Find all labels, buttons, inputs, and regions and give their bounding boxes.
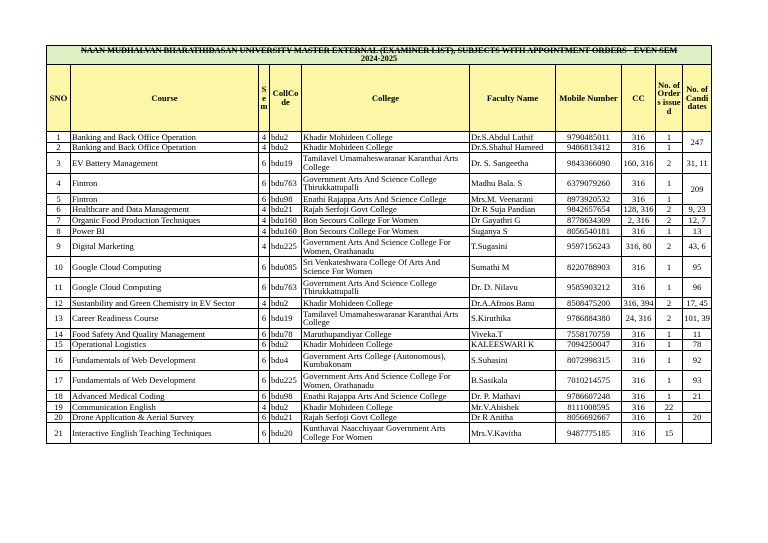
- cell-course: Fundamentals of Web Development: [71, 370, 259, 390]
- cell-mobile: 8111008595: [556, 402, 622, 413]
- cell-orders: 1: [656, 194, 683, 205]
- cell-sno: 11: [47, 277, 71, 297]
- cell-faculty: Dr. D. Nilavu: [470, 277, 556, 297]
- cell-college: Sri Venkateshwara College Of Arts And Science For Women: [302, 257, 470, 277]
- cell-collcode: bdu2: [270, 142, 302, 153]
- cell-mobile: 7558170759: [556, 329, 622, 340]
- cell-sno: 5: [47, 194, 71, 205]
- cell-orders: 1: [656, 277, 683, 297]
- cell-candidates: 95: [683, 257, 712, 277]
- cell-mobile: 9597156243: [556, 236, 622, 256]
- cell-faculty: B.Sasikala: [470, 370, 556, 390]
- cell-mobile: 8508475200: [556, 298, 622, 309]
- cell-course: Food Safety And Quality Management: [71, 329, 259, 340]
- cell-mobile: 9786607248: [556, 391, 622, 402]
- cell-candidates: 247: [683, 132, 712, 153]
- cell-sno: 1: [47, 132, 71, 143]
- cell-college: Khadir Mohideen College: [302, 298, 470, 309]
- header-cc: CC: [622, 65, 656, 132]
- cell-sno: 7: [47, 215, 71, 226]
- table-row: [47, 204, 712, 215]
- cell-sno: 13: [47, 308, 71, 328]
- cell-candidates: 12, 7: [683, 215, 712, 226]
- cell-college: Enathi Rajappa Arts And Science College: [302, 391, 470, 402]
- cell-orders: 1: [656, 257, 683, 277]
- cell-sem: 6: [259, 350, 270, 370]
- cell-collcode: bdu98: [270, 194, 302, 205]
- cell-orders: 1: [656, 412, 683, 423]
- cell-college: Government Arts And Science College Thirukkattupalli: [302, 173, 470, 193]
- cell-sem: 4: [259, 226, 270, 237]
- cell-sno: 3: [47, 153, 71, 173]
- cell-orders: 2: [656, 153, 683, 173]
- cell-collcode: bdu2: [270, 339, 302, 350]
- cell-sem: 6: [259, 391, 270, 402]
- cell-collcode: bdu763: [270, 173, 302, 193]
- cell-sno: 15: [47, 339, 71, 350]
- cell-cc: 316: [622, 370, 656, 390]
- cell-sno: 17: [47, 370, 71, 390]
- table-row: [47, 402, 712, 413]
- table-row: [47, 173, 712, 193]
- table-row: [47, 370, 712, 390]
- cell-collcode: bdu19: [270, 308, 302, 328]
- cell-faculty: S.Kiruthika: [470, 308, 556, 328]
- cell-mobile: 9486813412: [556, 142, 622, 153]
- cell-cc: 316: [622, 194, 656, 205]
- cell-mobile: 9842657654: [556, 204, 622, 215]
- table-row: [47, 391, 712, 402]
- cell-faculty: Mrs.V.Kavitha: [470, 423, 556, 443]
- header-candidates: No. of Candidates: [683, 65, 712, 132]
- cell-faculty: Dr R Anitha: [470, 412, 556, 423]
- cell-faculty: Dr.S.Shahul Hameed: [470, 142, 556, 153]
- cell-candidates: 20: [683, 412, 712, 423]
- cell-sem: 4: [259, 236, 270, 256]
- table-row: [47, 277, 712, 297]
- header-sno: SNO: [47, 65, 71, 132]
- cell-cc: 316: [622, 423, 656, 443]
- cell-college: Enathi Rajappa Arts And Science College: [302, 194, 470, 205]
- cell-collcode: bdu160: [270, 226, 302, 237]
- cell-sem: 4: [259, 215, 270, 226]
- cell-sem: 4: [259, 402, 270, 413]
- cell-collcode: bdu160: [270, 215, 302, 226]
- cell-sem: 6: [259, 329, 270, 340]
- cell-sem: 6: [259, 339, 270, 350]
- cell-cc: 160, 316: [622, 153, 656, 173]
- cell-course: Drone Application & Aerial Survey: [71, 412, 259, 423]
- cell-collcode: bdu78: [270, 329, 302, 340]
- sheet-title-line1: NAAN MUDHALVAN BHARATHIDASAN UNIVERSITY MASTER EXTERNAL (EXAMINER LIST), SUBJECTS WITH APPOINTMENT ORDERS - EVEN SEM: [80, 45, 678, 55]
- cell-candidates: 93: [683, 370, 712, 390]
- cell-course: Fundamentals of Web Development: [71, 350, 259, 370]
- cell-sem: 6: [259, 194, 270, 205]
- cell-candidates: 92: [683, 350, 712, 370]
- cell-sno: 14: [47, 329, 71, 340]
- cell-candidates: [683, 402, 712, 413]
- cell-course: Fintron: [71, 194, 259, 205]
- cell-sno: 10: [47, 257, 71, 277]
- cell-faculty: Dr R Suja Pandian: [470, 204, 556, 215]
- cell-orders: 2: [656, 204, 683, 215]
- cell-collcode: bdu225: [270, 236, 302, 256]
- cell-faculty: Sumathi M: [470, 257, 556, 277]
- cell-cc: 316: [622, 391, 656, 402]
- cell-college: Tamilavel Umamaheswaranar Karanthai Arts College: [302, 153, 470, 173]
- cell-course: Sustanbility and Green Chemistry in EV Sector: [71, 298, 259, 309]
- cell-course: Career Readiness Course: [71, 308, 259, 328]
- cell-course: EV Battery Management: [71, 153, 259, 173]
- cell-cc: 316: [622, 173, 656, 193]
- cell-mobile: 9487775185: [556, 423, 622, 443]
- cell-college: Government Arts And Science College For Women, Orathanadu: [302, 236, 470, 256]
- cell-cc: 128, 316: [623, 204, 654, 215]
- table-row: [47, 194, 712, 205]
- table-row: [47, 308, 712, 328]
- cell-mobile: 8973920532: [556, 194, 622, 205]
- cell-college: Bon Secours College For Women: [302, 226, 470, 237]
- cell-college: Kunthavai Naacchiyaar Government Arts College For Women: [302, 423, 470, 443]
- table-row: [47, 215, 712, 226]
- cell-mobile: 8220788903: [556, 257, 622, 277]
- cell-college: Rajah Serfoji Govt College: [302, 412, 470, 423]
- cell-collcode: bdu4: [270, 350, 302, 370]
- cell-candidates: 13: [683, 226, 712, 237]
- cell-collcode: bdu085: [270, 257, 302, 277]
- cell-orders: 2: [656, 308, 683, 328]
- cell-course: Fintron: [71, 173, 259, 193]
- cell-mobile: 9790485011: [556, 132, 622, 143]
- cell-sno: 4: [47, 173, 71, 193]
- cell-cc: 316: [622, 339, 656, 350]
- cell-college: Government Arts And Science College Thirukkattupalli: [302, 277, 470, 297]
- table-row: [47, 236, 712, 256]
- cell-orders: 15: [656, 423, 683, 443]
- cell-faculty: KALEESWARI K: [470, 339, 556, 350]
- table-row: [47, 142, 712, 153]
- table-row: [47, 257, 712, 277]
- cell-faculty: Mrs.M. Veenarani: [470, 194, 556, 205]
- cell-candidates: 78: [683, 339, 712, 350]
- header-collcode: CollCode: [270, 65, 302, 132]
- cell-candidates: 21: [683, 391, 712, 402]
- cell-course: Google Cloud Computing: [71, 257, 259, 277]
- cell-sem: 4: [259, 142, 270, 153]
- cell-candidates: 31, 11: [683, 153, 712, 173]
- cell-faculty: Dr.S.Abdul Lathif: [470, 132, 556, 143]
- cell-candidates: 96: [683, 277, 712, 297]
- cell-sno: 18: [47, 391, 71, 402]
- table-row: [47, 423, 712, 443]
- cell-candidates: 17, 45: [683, 298, 712, 309]
- cell-candidates: [683, 423, 712, 443]
- cell-sno: 16: [47, 350, 71, 370]
- cell-college: Tamilavel Umamaheswaranar Karanthai Arts College: [302, 308, 470, 328]
- cell-college: Bon Secours College For Women: [302, 215, 470, 226]
- cell-faculty: Dr Gayathri G: [470, 215, 556, 226]
- cell-candidates: 43, 6: [683, 236, 712, 256]
- cell-sno: 12: [47, 298, 71, 309]
- cell-sem: 4: [259, 298, 270, 309]
- table-row: [47, 132, 712, 143]
- cell-faculty: Madhu Bala. S: [470, 173, 556, 193]
- cell-faculty: T.Sugasini: [470, 236, 556, 256]
- header-sem: Sem: [259, 65, 270, 132]
- cell-sem: 6: [259, 257, 270, 277]
- examiner-list-table: [46, 45, 712, 444]
- cell-cc: 316: [622, 142, 656, 153]
- cell-college: Khadir Mohideen College: [302, 339, 470, 350]
- cell-course: Banking and Back Office Operation: [71, 142, 259, 153]
- cell-sem: 6: [259, 153, 270, 173]
- cell-mobile: 7010214575: [556, 370, 622, 390]
- table-row: [47, 412, 712, 423]
- cell-mobile: 9585903212: [556, 277, 622, 297]
- cell-mobile: 8056692667: [556, 412, 622, 423]
- cell-cc: 316: [622, 412, 656, 423]
- cell-candidates: 9, 23: [683, 204, 712, 215]
- cell-mobile: 8778634309: [556, 215, 622, 226]
- cell-faculty: Dr.A.Afroos Banu: [470, 298, 556, 309]
- cell-candidates: 101, 39: [683, 308, 712, 328]
- sheet-title-line2: 2024-2025: [360, 54, 398, 63]
- cell-college: Khadir Mohideen College: [302, 402, 470, 413]
- cell-cc: 316: [622, 350, 656, 370]
- cell-sem: 4: [259, 132, 270, 143]
- cell-sno: 2: [47, 142, 71, 153]
- cell-sem: 6: [259, 173, 270, 193]
- cell-course: Communication English: [71, 402, 259, 413]
- cell-faculty: Suganya S: [470, 226, 556, 237]
- cell-course: Interactive English Teaching Techniques: [71, 423, 259, 443]
- cell-faculty: Viveka.T: [470, 329, 556, 340]
- cell-sno: 21: [47, 423, 71, 443]
- cell-cc: 2, 316: [622, 215, 656, 226]
- cell-collcode: bdu2: [270, 132, 302, 143]
- cell-sem: 6: [259, 277, 270, 297]
- cell-sno: 8: [47, 226, 71, 237]
- cell-sno: 9: [47, 236, 71, 256]
- cell-college: Rajah Serfoji Govt College: [302, 204, 470, 215]
- cell-faculty: Dr. S. Sangeetha: [470, 153, 556, 173]
- cell-orders: 2: [656, 236, 683, 256]
- cell-cc: 24, 316: [622, 308, 656, 328]
- cell-course: Google Cloud Computing: [71, 277, 259, 297]
- cell-collcode: bdu2: [270, 298, 302, 309]
- cell-orders: 2: [656, 298, 683, 309]
- cell-mobile: 8056540181: [556, 226, 622, 237]
- cell-mobile: 9786884380: [556, 308, 622, 328]
- cell-course: Advanced Medical Coding: [71, 391, 259, 402]
- cell-course: Power BI: [71, 226, 259, 237]
- cell-orders: 1: [656, 339, 683, 350]
- cell-sno: 20: [47, 412, 71, 423]
- cell-candidates: 11: [683, 329, 712, 340]
- cell-collcode: bdu763: [270, 277, 302, 297]
- table-row: [47, 350, 712, 370]
- cell-course: Organic Food Production Techniques: [71, 215, 259, 226]
- cell-collcode: bdu225: [270, 370, 302, 390]
- table-row: [47, 298, 712, 309]
- cell-orders: 1: [656, 226, 683, 237]
- table-row: [47, 226, 712, 237]
- cell-course: Operational Logistics: [71, 339, 259, 350]
- table-row: [47, 339, 712, 350]
- cell-mobile: 6379079260: [556, 173, 622, 193]
- header-course: Course: [71, 65, 259, 132]
- cell-cc: 316: [622, 226, 656, 237]
- table-row: [47, 153, 712, 173]
- cell-mobile: 9843366090: [556, 153, 622, 173]
- cell-orders: 1: [656, 142, 683, 153]
- cell-sem: 6: [259, 370, 270, 390]
- sheet-title: [47, 46, 712, 65]
- cell-collcode: bdu20: [270, 423, 302, 443]
- header-row: [47, 65, 712, 132]
- cell-cc: 316: [622, 132, 656, 143]
- header-mobile: Mobile Number: [556, 65, 622, 132]
- cell-college: Government Arts College (Autonomous), Kumbakonam: [302, 350, 470, 370]
- cell-cc: 316: [622, 277, 656, 297]
- cell-orders: 1: [656, 173, 683, 193]
- cell-course: Banking and Back Office Operation: [71, 132, 259, 143]
- cell-cc: 316, 394: [623, 297, 654, 308]
- cell-collcode: bdu98: [270, 391, 302, 402]
- cell-mobile: 8072998315: [556, 350, 622, 370]
- cell-cc: 316: [622, 329, 656, 340]
- cell-cc: 316: [622, 402, 656, 413]
- cell-sno: 19: [47, 402, 71, 413]
- cell-course: Healthcare and Data Management: [71, 204, 259, 215]
- cell-sem: 6: [259, 412, 270, 423]
- cell-mobile: 7094250047: [556, 339, 622, 350]
- cell-collcode: bdu19: [270, 153, 302, 173]
- cell-faculty: S.Suhasini: [470, 350, 556, 370]
- header-college: College: [302, 65, 470, 132]
- cell-sem: 6: [259, 308, 270, 328]
- cell-orders: 1: [656, 370, 683, 390]
- cell-orders: 1: [656, 132, 683, 143]
- cell-sem: 6: [259, 423, 270, 443]
- cell-orders: 22: [656, 402, 683, 413]
- cell-collcode: bdu2: [270, 402, 302, 413]
- cell-college: Maruthupandiyar College: [302, 329, 470, 340]
- cell-cc: 316: [622, 257, 656, 277]
- table-row: [47, 329, 712, 340]
- cell-cc: 316, 80: [622, 236, 656, 256]
- cell-orders: 2: [656, 215, 683, 226]
- cell-college: Khadir Mohideen College: [302, 142, 470, 153]
- cell-college: Government Arts And Science College For Women, Orathanadu: [302, 370, 470, 390]
- cell-college: Khadir Mohideen College: [302, 132, 470, 143]
- cell-sem: 4: [259, 204, 270, 215]
- header-orders: No. of Orders issued: [656, 65, 683, 132]
- cell-candidates: 209: [683, 173, 712, 204]
- cell-orders: 1: [656, 329, 683, 340]
- cell-orders: 1: [656, 350, 683, 370]
- title-row: [47, 46, 712, 65]
- cell-collcode: bdu21: [270, 204, 302, 215]
- cell-faculty: Dr. P. Mathavi: [470, 391, 556, 402]
- header-faculty: Faculty Name: [470, 65, 556, 132]
- cell-collcode: bdu21: [270, 412, 302, 423]
- cell-course: Digital Marketing: [71, 236, 259, 256]
- cell-sno: 6: [47, 204, 71, 215]
- cell-orders: 1: [656, 391, 683, 402]
- cell-faculty: Mr.V.Abishek: [470, 402, 556, 413]
